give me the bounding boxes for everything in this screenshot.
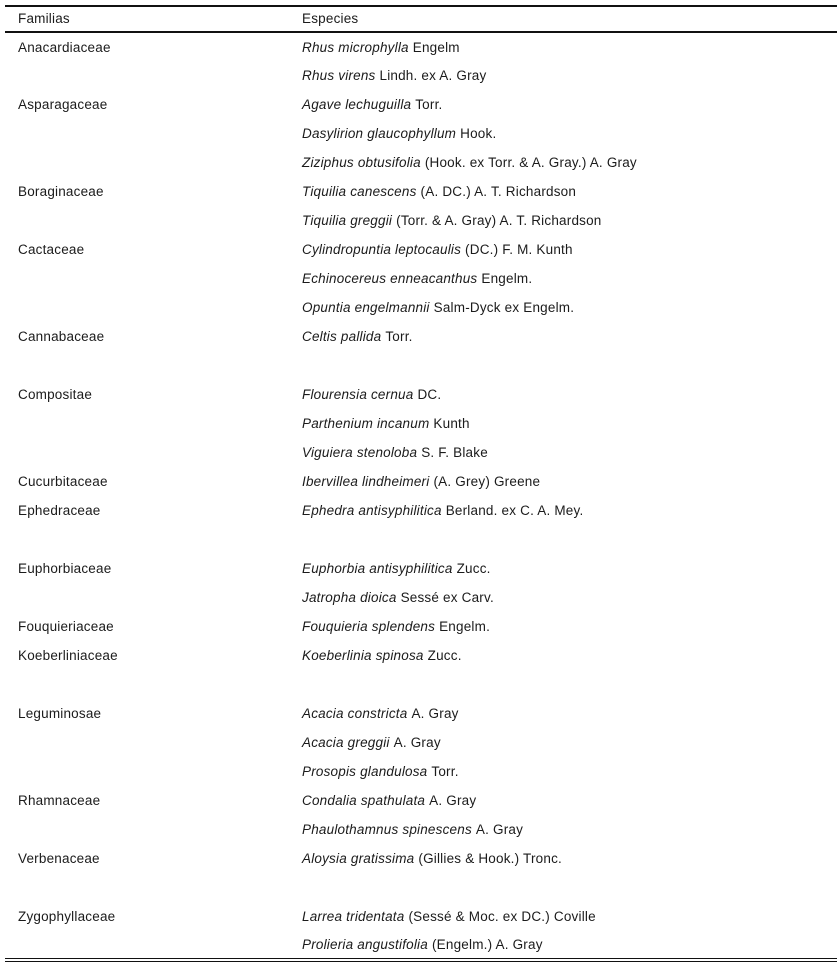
species-name: Fouquieria splendens	[302, 619, 436, 634]
species-cell	[290, 119, 837, 148]
species-author: Torr.	[415, 97, 443, 112]
species-name: Viguiera stenoloba	[302, 445, 418, 460]
table-row	[5, 844, 837, 873]
table-row	[5, 119, 837, 148]
table-row	[5, 235, 837, 264]
species-author: S. F. Blake	[421, 445, 488, 460]
species-name: Ibervillea lindheimeri	[302, 474, 430, 489]
familia-cell: Cannabaceae	[18, 329, 105, 344]
familia-cell	[5, 728, 290, 757]
species-name: Euphorbia antisyphilitica	[302, 561, 453, 576]
species-cell	[290, 931, 837, 960]
species-author: Berland. ex C. A. Mey.	[445, 503, 584, 518]
species-cell	[290, 380, 837, 409]
table-header	[5, 6, 837, 32]
familia-cell	[5, 409, 290, 438]
table-row	[5, 670, 837, 699]
familia-cell	[5, 670, 290, 699]
species-author: A. Gray	[429, 793, 477, 808]
table-row	[5, 496, 837, 525]
species-author: (Hook. ex Torr. & A. Gray.) A. Gray	[424, 155, 637, 170]
table-row	[5, 61, 837, 90]
species-cell	[290, 438, 837, 467]
familia-cell: Anacardiaceae	[18, 39, 111, 55]
familia-cell	[5, 148, 290, 177]
species-cell	[290, 670, 837, 699]
species-cell	[290, 61, 837, 90]
familia-cell	[5, 815, 290, 844]
species-name: Prolieria angustifolia	[302, 937, 428, 952]
familia-cell	[5, 931, 290, 960]
species-author: A. Gray	[475, 822, 524, 837]
table-row	[5, 641, 837, 670]
column-header-especies: Especies	[302, 11, 359, 26]
species-cell	[290, 641, 837, 670]
familia-cell: Koeberliniaceae	[18, 648, 118, 663]
table-row	[5, 206, 837, 235]
species-cell	[290, 177, 837, 206]
familia-cell: Asparagaceae	[18, 97, 108, 112]
table-row	[5, 525, 837, 554]
species-author: Torr.	[431, 764, 459, 779]
species-author: (Gillies & Hook.) Tronc.	[418, 851, 562, 866]
table-row	[5, 177, 837, 206]
species-author: Engelm.	[481, 271, 533, 286]
species-name: Opuntia engelmannii	[302, 300, 430, 315]
species-cell	[290, 32, 837, 61]
species-cell	[290, 293, 837, 322]
familia-cell	[5, 757, 290, 786]
species-name: Celtis pallida	[302, 329, 382, 344]
table-row	[5, 90, 837, 119]
species-name: Dasylirion glaucophyllum	[302, 126, 457, 141]
species-cell	[290, 409, 837, 438]
species-name: Flourensia cernua	[302, 387, 414, 402]
species-author: (A. Grey) Greene	[433, 474, 541, 489]
table-row	[5, 815, 837, 844]
species-name: Acacia greggii	[302, 735, 390, 750]
species-name: Agave lechuguilla	[302, 97, 412, 112]
table-row	[5, 786, 837, 815]
table-body	[5, 32, 837, 960]
table-row	[5, 409, 837, 438]
species-name: Phaulothamnus spinescens	[302, 822, 472, 837]
species-cell	[290, 902, 837, 931]
table-row	[5, 612, 837, 641]
table-row	[5, 438, 837, 467]
species-name: Aloysia gratissima	[302, 851, 415, 866]
species-author: Engelm	[412, 39, 460, 55]
familia-cell	[5, 61, 290, 90]
species-author: Zucc.	[427, 648, 462, 663]
familia-cell: Rhamnaceae	[18, 793, 101, 808]
table-row	[5, 583, 837, 612]
species-cell	[290, 554, 837, 583]
table-row	[5, 873, 837, 902]
familia-cell	[5, 119, 290, 148]
column-header-familias: Familias	[18, 11, 70, 26]
species-cell	[290, 351, 837, 380]
species-author: A. Gray	[411, 706, 459, 721]
species-cell	[290, 467, 837, 496]
familia-cell: Boraginaceae	[18, 184, 104, 199]
species-author: Salm-Dyck ex Engelm.	[433, 300, 575, 315]
familia-cell	[5, 525, 290, 554]
table-row	[5, 148, 837, 177]
species-cell	[290, 757, 837, 786]
table-row	[5, 293, 837, 322]
species-name: Tiquilia greggii	[302, 213, 393, 228]
species-cell	[290, 873, 837, 902]
species-cell	[290, 206, 837, 235]
species-name: Parthenium incanum	[302, 416, 430, 431]
familia-cell	[5, 873, 290, 902]
species-cell	[290, 815, 837, 844]
table-row	[5, 351, 837, 380]
species-author: (Engelm.) A. Gray	[431, 937, 543, 952]
species-name: Rhus virens	[302, 68, 376, 83]
table-row	[5, 902, 837, 931]
table-row	[5, 699, 837, 728]
species-name: Rhus microphylla	[302, 39, 409, 55]
species-cell	[290, 699, 837, 728]
table-row	[5, 554, 837, 583]
species-cell	[290, 264, 837, 293]
species-author: Zucc.	[456, 561, 491, 576]
species-cell	[290, 148, 837, 177]
species-author: (Sessé & Moc. ex DC.) Coville	[408, 909, 596, 924]
species-name: Ziziphus obtusifolia	[302, 155, 421, 170]
species-cell	[290, 525, 837, 554]
familia-cell	[5, 583, 290, 612]
familia-cell: Compositae	[18, 387, 93, 402]
species-cell	[290, 728, 837, 757]
species-author: Kunth	[433, 416, 470, 431]
familia-cell	[5, 264, 290, 293]
familia-cell	[5, 293, 290, 322]
table-row	[5, 728, 837, 757]
species-name: Larrea tridentata	[302, 909, 405, 924]
table-row	[5, 931, 837, 960]
familia-cell: Leguminosae	[18, 706, 102, 721]
species-name: Acacia constricta	[302, 706, 408, 721]
table-row	[5, 380, 837, 409]
table-header-row	[5, 6, 837, 32]
species-name: Koeberlinia spinosa	[302, 648, 424, 663]
species-author: (DC.) F. M. Kunth	[465, 242, 573, 257]
species-name: Echinocereus enneacanthus	[302, 271, 478, 286]
species-cell	[290, 322, 837, 351]
table-row	[5, 322, 837, 351]
familia-cell: Verbenaceae	[18, 851, 100, 866]
species-author: (Torr. & A. Gray) A. T. Richardson	[396, 213, 602, 228]
species-author: Engelm.	[439, 619, 491, 634]
familia-cell	[5, 351, 290, 380]
species-author: A. Gray	[393, 735, 441, 750]
species-author: Lindh. ex A. Gray	[379, 68, 487, 83]
species-cell	[290, 235, 837, 264]
table-row	[5, 264, 837, 293]
species-author: (A. DC.) A. T. Richardson	[420, 184, 577, 199]
species-author: Torr.	[385, 329, 413, 344]
species-name: Tiquilia canescens	[302, 184, 417, 199]
table-row	[5, 467, 837, 496]
familia-cell	[5, 438, 290, 467]
species-author: Sessé ex Carv.	[400, 590, 494, 605]
familia-cell	[5, 206, 290, 235]
familia-cell: Ephedraceae	[18, 503, 101, 518]
species-author: DC.	[417, 387, 442, 402]
familia-cell: Cactaceae	[18, 242, 85, 257]
familia-cell: Euphorbiaceae	[18, 561, 112, 576]
species-name: Condalia spathulata	[302, 793, 426, 808]
table-row	[5, 757, 837, 786]
species-cell	[290, 583, 837, 612]
species-cell	[290, 612, 837, 641]
species-author: Hook.	[460, 126, 497, 141]
familia-cell: Zygophyllaceae	[18, 909, 116, 924]
species-name: Prosopis glandulosa	[302, 764, 428, 779]
species-name: Ephedra antisyphilitica	[302, 503, 442, 518]
species-cell	[290, 496, 837, 525]
species-cell	[290, 844, 837, 873]
species-table	[5, 5, 837, 962]
species-cell	[290, 786, 837, 815]
table-row	[5, 32, 837, 61]
familia-cell: Cucurbitaceae	[18, 474, 108, 489]
species-cell	[290, 90, 837, 119]
familia-cell: Fouquieriaceae	[18, 619, 114, 634]
species-name: Cylindropuntia leptocaulis	[302, 242, 462, 257]
species-name: Jatropha dioica	[302, 590, 397, 605]
